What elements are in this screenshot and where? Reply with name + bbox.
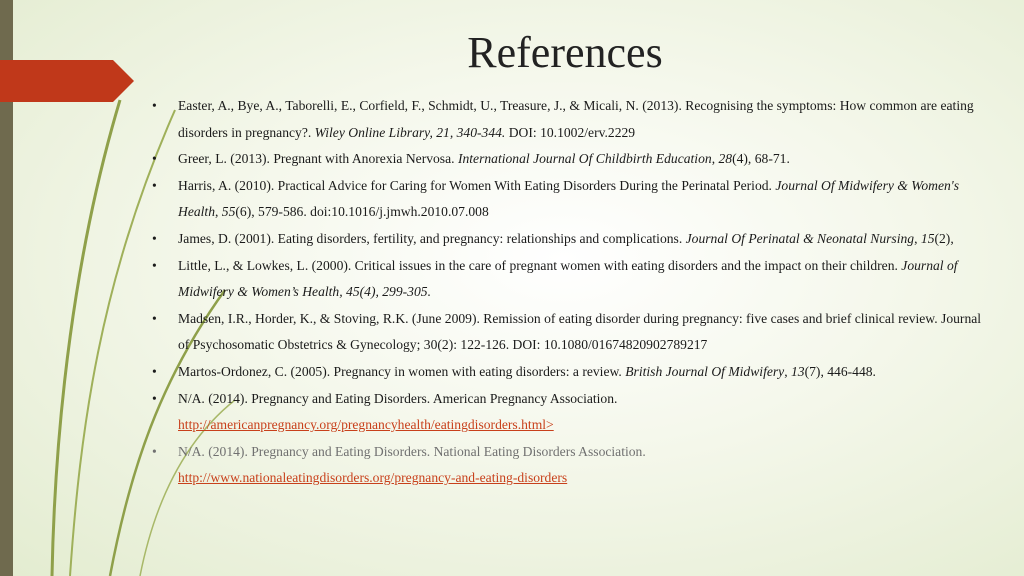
reference-text: James, D. (2001). Eating disorders, fertility, and pregnancy: relationships and complications. [178, 230, 686, 246]
reference-item [152, 439, 982, 492]
reference-text: N/A. (2014). Pregnancy and Eating Disorders. American Pregnancy Association. [178, 390, 618, 406]
reference-italic-text: Wiley Online Library, 21, 340-344. [314, 124, 506, 140]
reference-italic-text: British Journal Of Midwifery [625, 363, 785, 379]
bullet-icon: • [152, 443, 157, 459]
reference-text: (2), [934, 230, 954, 246]
reference-item [152, 173, 982, 226]
bullet-icon: • [152, 390, 157, 406]
reference-item [152, 359, 982, 386]
reference-item [152, 146, 982, 173]
reference-italic-text: International Journal Of Childbirth Education [457, 151, 712, 167]
reference-text: , [914, 230, 921, 246]
reference-text: (6), 579-586. doi:10.1016/j.jmwh.2010.07.008 [235, 204, 489, 220]
reference-text: , [711, 151, 719, 167]
reference-italic-text: 28 [718, 151, 733, 167]
reference-link[interactable]: http://www.nationaleatingdisorders.org/pregnancy-and-eating-disorders [178, 470, 568, 486]
reference-text: DOI: 10.1002/erv.2229 [505, 124, 636, 140]
bullet-icon: • [152, 151, 157, 167]
bullet-icon: • [152, 230, 157, 246]
reference-link[interactable]: http://americanpregnancy.org/pregnancyhealth/eatingdisorders.html> [178, 417, 554, 433]
page-title: References [467, 28, 663, 77]
bullet-icon: • [152, 98, 157, 113]
reference-item [152, 306, 982, 359]
reference-item [152, 253, 982, 306]
reference-text: (7), 446-448. [804, 363, 876, 379]
bullet-icon: • [152, 257, 157, 273]
reference-text: Madsen, I.R., Horder, K., & Stoving, R.K. (June 2009). Remission of eating disorder during pregnancy: five cases and brief clinical review. Journal of Psychosomatic Obstetrics & Gynecology; 30(2): 122-126. DOI: 10.1080/01674820902789217 [178, 310, 982, 353]
reference-text: Easter, A., Bye, A., Taborelli, E., Corfield, F., Schmidt, U., Treasure, J., & Micali, N. (2013). Recognising the symptoms: How common are eating disorders in pregnancy?. [178, 98, 974, 140]
reference-italic-text: 13 [791, 363, 805, 379]
reference-text: Little, L., & Lowkes, L. (2000). Critical issues in the care of pregnant women with eating disorders and the impact on their children. [178, 257, 902, 273]
reference-text: N/A. (2014). Pregnancy and Eating Disorders. National Eating Disorders Association. [178, 443, 646, 459]
reference-text: , [215, 204, 222, 220]
reference-italic-text: 15 [920, 230, 935, 246]
reference-italic-text: Journal of Midwifery & Women’s Health, 45(4), 299-305. [178, 257, 958, 300]
reference-item [152, 386, 982, 439]
bullet-icon: • [152, 177, 157, 193]
bullet-icon: • [152, 310, 157, 326]
reference-italic-text: 55 [221, 204, 236, 220]
reference-text: (4), 68-71. [732, 151, 790, 167]
references-list [152, 93, 982, 492]
reference-text: Martos-Ordonez, C. (2005). Pregnancy in women with eating disorders: a review. [178, 363, 626, 379]
reference-text: Harris, A. (2010). Practical Advice for Caring for Women With Eating Disorders During the Perinatal Period. [178, 177, 776, 193]
bullet-icon: • [152, 363, 157, 379]
reference-text: , [784, 363, 791, 379]
deco-curve-1 [52, 100, 120, 576]
reference-italic-text: Journal Of Midwifery & Women's Health [178, 177, 960, 220]
reference-item [152, 226, 982, 253]
reference-item [152, 93, 982, 146]
reference-italic-text: Journal Of Perinatal & Neonatal Nursing [685, 230, 915, 246]
reference-text: Greer, L. (2013). Pregnant with Anorexia Nervosa. [178, 151, 458, 167]
